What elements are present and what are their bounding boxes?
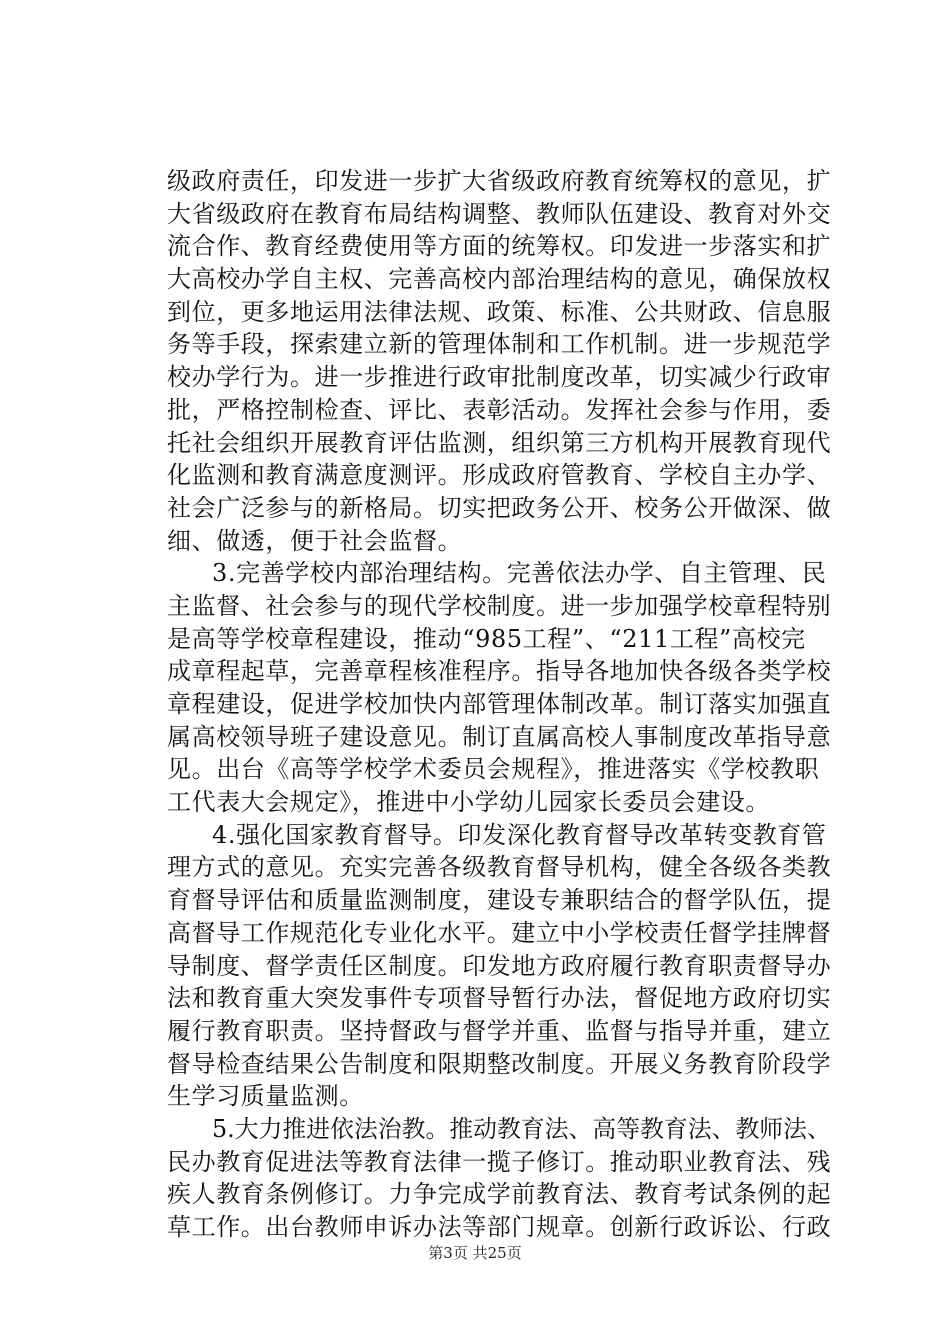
text-line: 化监测和教育满意度测评。形成政府管教育、学校自主办学、	[167, 461, 832, 490]
text-line: 草工作。出台教师申诉办法等部门规章。创新行政诉讼、行政	[167, 1213, 832, 1241]
text-line: 法和教育重大突发事件专项督导暂行办法，督促地方政府切实	[167, 984, 832, 1013]
text-line: 校办学行为。进一步推进行政审批制度改革，切实减少行政审	[167, 363, 832, 392]
text-line: 是高等学校章程建设，推动“985工程”、“211工程”高校完	[167, 624, 806, 653]
paragraph-first-line: 5.大力推进依法治教。推动教育法、高等教育法、教师法、	[212, 1114, 831, 1143]
text-line: 流合作、教育经费使用等方面的统筹权。印发进一步落实和扩	[167, 232, 832, 261]
text-line: 导制度、督学责任区制度。印发地方政府履行教育职责督导办	[167, 951, 832, 980]
text-line: 社会广泛参与的新格局。切实把政务公开、校务公开做深、做	[167, 493, 832, 522]
text-line: 主监督、社会参与的现代学校制度。进一步加强学校章程特别	[167, 591, 832, 620]
paragraph-first-line: 3.完善学校内部治理结构。完善依法办学、自主管理、民	[212, 559, 827, 588]
text-line: 工代表大会规定》，推进中小学幼儿园家长委员会建设。	[167, 788, 770, 817]
text-line: 章程建设，促进学校加快内部管理体制改革。制订落实加强直	[167, 690, 832, 718]
text-line: 督导检查结果公告制度和限期整改制度。开展义务教育阶段学	[167, 1049, 832, 1078]
text-line: 成章程起草，完善章程核准程序。指导各地加快各级各类学校	[167, 657, 832, 686]
text-line: 托社会组织开展教育评估监测，组织第三方机构开展教育现代	[167, 428, 832, 457]
text-line: 属高校领导班子建设意见。制订直属高校人事制度改革指导意	[167, 722, 832, 751]
paragraph-first-line: 4.强化国家教育督导。印发深化教育督导改革转变教育管	[212, 820, 827, 849]
text-line: 务等手段，探索建立新的管理体制和工作机制。进一步规范学	[167, 330, 832, 359]
text-line: 大高校办学自主权、完善高校内部治理结构的意见，确保放权	[167, 265, 832, 294]
text-line: 到位，更多地运用法律法规、政策、标准、公共财政、信息服	[167, 297, 832, 326]
text-line: 大省级政府在教育布局结构调整、教师队伍建设、教育对外交	[167, 199, 832, 228]
document-body	[167, 165, 847, 1244]
text-line: 细、做透，便于社会监督。	[167, 526, 463, 555]
text-line: 育督导评估和质量监测制度，建设专兼职结合的督学队伍，提	[167, 886, 832, 915]
text-line: 民办教育促进法等教育法律一揽子修订。推动职业教育法、残	[167, 1147, 832, 1176]
text-line: 理方式的意见。充实完善各级教育督导机构，健全各级各类教	[167, 853, 832, 882]
text-line: 高督导工作规范化专业化水平。建立中小学校责任督学挂牌督	[167, 918, 832, 947]
text-line: 履行教育职责。坚持督政与督学并重、监督与指导并重，建立	[167, 1016, 832, 1045]
text-line: 级政府责任，印发进一步扩大省级政府教育统筹权的意见，扩	[167, 167, 832, 195]
text-line: 批，严格控制检查、评比、表彰活动。发挥社会参与作用，委	[167, 395, 832, 424]
page-footer: 第3页 共25页	[428, 1244, 522, 1262]
text-line: 疾人教育条例修订。力争完成学前教育法、教育考试条例的起	[167, 1180, 832, 1209]
text-line: 生学习质量监测。	[167, 1082, 364, 1111]
text-line: 见。出台《高等学校学术委员会规程》，推进落实《学校教职	[167, 755, 820, 784]
